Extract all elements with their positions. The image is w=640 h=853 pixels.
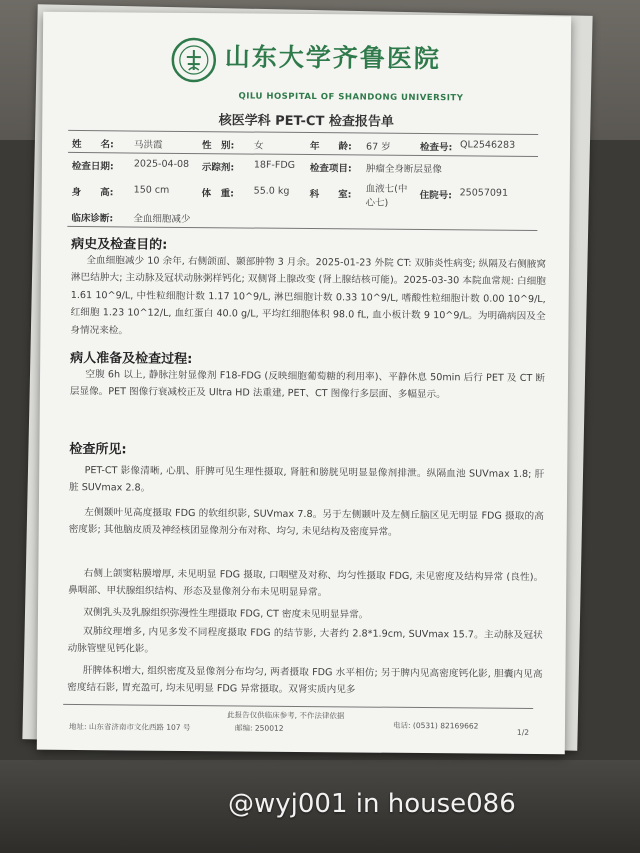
footer-rule <box>63 704 533 709</box>
footer-postcode: 邮编: 250012 <box>234 723 284 733</box>
dept-label: 科 室: <box>309 189 352 201</box>
height-value: 150 cm <box>133 184 170 196</box>
watermark: @wyj001 in house086 <box>228 789 516 819</box>
findings-paragraph: 肝脾体积增大, 组织密度及显像剂分布均匀, 两者摄取 FDG 水平相仿; 另于脾内见高密度钙化影, 胆囊内见高密度结石影, 胃充盈可, 均未见明显 FDG 异常摄取。双肾实质内见多 <box>67 665 543 696</box>
date-label: 检查日期: <box>71 160 114 173</box>
weight-label: 体 重: <box>201 188 235 200</box>
footer-address: 地址: 山东省济南市文化西路 107 号 <box>68 721 191 733</box>
hospital-name-en: QILU HOSPITAL OF SHANDONG UNIVERSITY <box>238 91 464 104</box>
report-sheet <box>37 12 571 755</box>
tracer-label: 示踪剂: <box>201 162 235 174</box>
footer-notice: 此报告仅供临床参考, 不作法律依据 <box>227 710 345 721</box>
footer-page-number: 1/2 <box>516 727 530 737</box>
findings-paragraph: 双肺纹理增多, 内见多发不同程度摄取 FDG 的结节影, 大者约 2.8*1.9cm, SUVmax 15.7。主动脉及冠状动脉管壁见钙化影。 <box>67 626 543 656</box>
dept-value-line2: 心七) <box>365 197 389 209</box>
name-label: 姓 名: <box>72 138 114 151</box>
section-rule <box>67 226 537 231</box>
age-label: 年 龄: <box>310 141 352 153</box>
header-rule <box>68 130 538 135</box>
hospital-seal-icon <box>171 37 217 83</box>
findings-paragraph: 双侧乳头及乳腺组织弥漫性生理摄取 FDG, CT 密度未见明显异常。 <box>83 607 369 621</box>
admission-value: 25057091 <box>459 187 509 199</box>
findings-paragraph: 右侧上颌窦粘膜增厚, 未见明显 FDG 摄取, 口咽壁及对称、均匀性摄取 FDG, 未见密度及结构异常 (良性)。鼻咽部、甲状腺组织结构、形态及显像剂分布未见明显异常。 <box>68 568 544 599</box>
sex-label: 性 别: <box>202 140 235 152</box>
name-value: 马洪霞 <box>134 139 163 151</box>
sex-value: 女 <box>254 140 264 152</box>
admission-label: 住院号: <box>419 190 452 202</box>
prep-heading: 病人准备及检查过程: <box>70 350 193 368</box>
item-label: 检查项目: <box>309 163 352 175</box>
exam-no-label: 检查号: <box>420 142 453 154</box>
weight-value: 55.0 kg <box>253 185 290 197</box>
diagnosis-value: 全血细胞减少 <box>133 213 191 226</box>
item-value: 肿瘤全身断层显像 <box>365 163 442 176</box>
history-heading: 病史及检查目的: <box>71 236 168 253</box>
report-title: 核医学科 PET-CT 检查报告单 <box>218 113 394 130</box>
exam-no-value: QL2546283 <box>460 139 516 151</box>
history-text: 全血细胞减少 10 余年, 右侧颌面、颞部肿物 3 月余。2025-01-23 外院 CT: 双肺炎性病变; 纵隔及右侧腋窝淋巴结肿大; 主动脉及冠状动脉粥样钙化; 双侧肾上腺改变 (肾上腺结核可能)。2025-03-30 本院血常规: 白细胞 1.61 10^9/L, 中性粒细胞计数 1.17 10^9/L, 淋巴细胞计数 0.33 10^9/L, 嗜酸性粒细胞计数 0.00 10^9/L, 红细胞 1.23 10^12/L, 血红蛋白 40.0 g/L, 平均红细胞体积 98.0 fL, 血小板计数 9 10^9/L。为明确病因及全身情况来检。 <box>70 255 547 337</box>
findings-paragraph: PET-CT 影像清晰, 心肌、肝脾可见生理性摄取, 肾脏和膀胱见明显显像剂排泄。纵隔血池 SUVmax 1.8; 肝脏 SUVmax 2.8。 <box>69 465 545 495</box>
hospital-name-cn: 山东大学齐鲁医院 <box>224 42 441 74</box>
info-rule <box>68 152 538 157</box>
prep-text: 空腹 6h 以上, 静脉注射显像剂 F18-FDG (反映细胞葡萄糖的利用率)、平静休息 50min 后行 PET 及 CT 断层显像。PET 图像行衰减校正及 Ultra HD 法重建, PET、CT 图像行多层面、多幅显示。 <box>69 369 546 401</box>
age-value: 67 岁 <box>366 141 391 153</box>
footer-phone: 电话: (0531) 82169662 <box>392 720 479 731</box>
dept-value-line1: 血液七(中 <box>365 183 408 195</box>
height-label: 身 高: <box>71 186 114 199</box>
date-value: 2025-04-08 <box>133 158 190 170</box>
tracer-value: 18F-FDG <box>253 159 296 171</box>
findings-paragraph: 左侧颞叶见高度摄取 FDG 的软组织影, SUVmax 7.8。另于左侧颞叶及左侧丘脑区见无明显 FDG 摄取的高密度影; 其他脑皮质及神经核团显像剂分布对称、均匀, 未见结构及密度异常。 <box>68 507 544 539</box>
diagnosis-label: 临床诊断: <box>71 212 114 225</box>
findings-heading: 检查所见: <box>69 441 127 458</box>
